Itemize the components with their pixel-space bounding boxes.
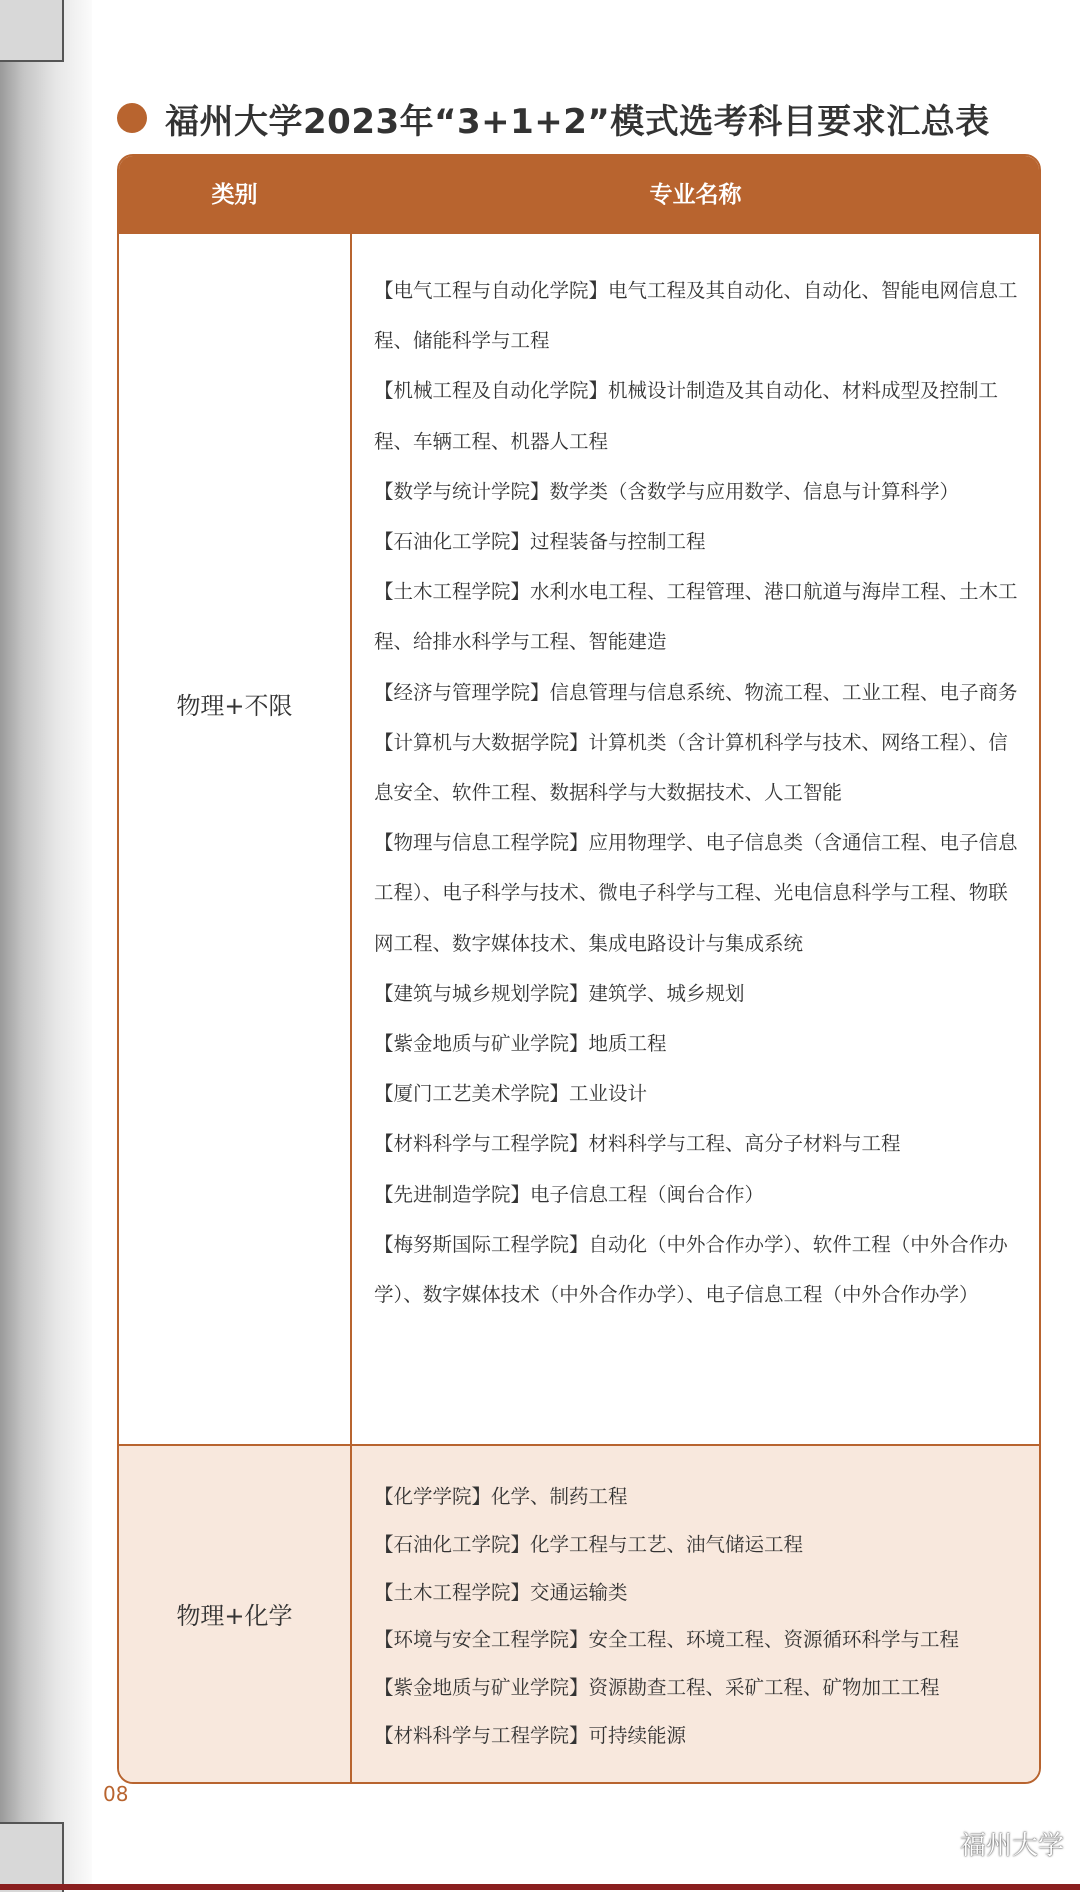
table-row: 【材料科学与工程学院】材料科学与工程、高分子材料与工程 [374,1132,901,1156]
table-row: 【先进制造学院】电子信息工程（闽台合作） [374,1182,765,1206]
title-row [117,93,990,143]
table-row: 【建筑与城乡规划学院】建筑学、城乡规划 [374,981,745,1005]
majors-physics-unlimited [374,266,1026,1320]
subject-requirements-table [117,154,1041,1784]
table-row: 【厦门工艺美术学院】工业设计 [374,1082,648,1106]
table-row: 【经济与管理学院】信息管理与信息系统、物流工程、工业工程、电子商务 [374,680,1018,704]
table-row: 【土木工程学院】水利水电工程、工程管理、港口航道与海岸工程、土木工程、给排水科学与工程、智能建造 [374,580,1018,654]
table-row: 【环境与安全工程学院】安全工程、环境工程、资源循环科学与工程 [374,1628,960,1652]
table-row: 【紫金地质与矿业学院】地质工程 [374,1032,667,1056]
table-header [119,156,1039,234]
table-row: 【计算机与大数据学院】计算机类（含计算机科学与技术、网络工程）、信息安全、软件工程、数据科学与大数据技术、人工智能 [374,730,1008,805]
column-divider [350,234,352,1782]
table-row: 【梅努斯国际工程学院】自动化（中外合作办学）、软件工程（中外合作办学）、数字媒体技术（中外合作办学）、电子信息工程（中外合作办学） [374,1232,1008,1307]
category-physics-chemistry: 物理+化学 [176,1602,293,1630]
table-row: 【机械工程及自动化学院】机械设计制造及其自动化、材料成型及控制工程、车辆工程、机器人工程 [374,379,999,453]
wechat-icon [918,1830,952,1858]
table-row: 【电气工程与自动化学院】电气工程及其自动化、自动化、智能电网信息工程、储能科学与工程 [374,279,1018,353]
page-corner-top [0,0,64,62]
table-row: 【数学与统计学院】数学类（含数学与应用数学、信息与计算科学） [374,479,960,503]
page-bottom-edge [0,1884,1080,1890]
watermark-text: 福州大学 [959,1831,1064,1861]
table-row: 【土木工程学院】交通运输类 [374,1580,628,1604]
table-row: 【石油化工学院】化学工程与工艺、油气储运工程 [374,1532,804,1556]
table-row: 【紫金地质与矿业学院】资源勘查工程、采矿工程、矿物加工工程 [374,1676,940,1700]
circle-bullet-icon [117,103,147,133]
table-row: 【化学学院】化学、制药工程 [374,1485,628,1508]
category-physics-unlimited: 物理+不限 [176,692,293,720]
row-divider [119,1444,1039,1446]
table-row: 【石油化工学院】过程装备与控制工程 [374,530,706,554]
page-corner-bottom [0,1822,64,1892]
majors-physics-chemistry [374,1473,1026,1760]
table-row: 【物理与信息工程学院】应用物理学、电子信息类（含通信工程、电子信息工程）、电子科学与技术、微电子科学与工程、光电信息科学与工程、物联网工程、数字媒体技术、集成电路设计与集成系统 [374,831,1018,955]
page-curl-shadow [0,0,92,1890]
header-category: 类别 [211,182,258,208]
page-title: 福州大学2023年“3+1+2”模式选考科目要求汇总表 [165,101,990,142]
watermark [918,1825,1064,1862]
table-row: 【材料科学与工程学院】可持续能源 [374,1723,687,1747]
header-majors: 专业名称 [649,182,742,208]
page-number: 08 [103,1782,129,1806]
